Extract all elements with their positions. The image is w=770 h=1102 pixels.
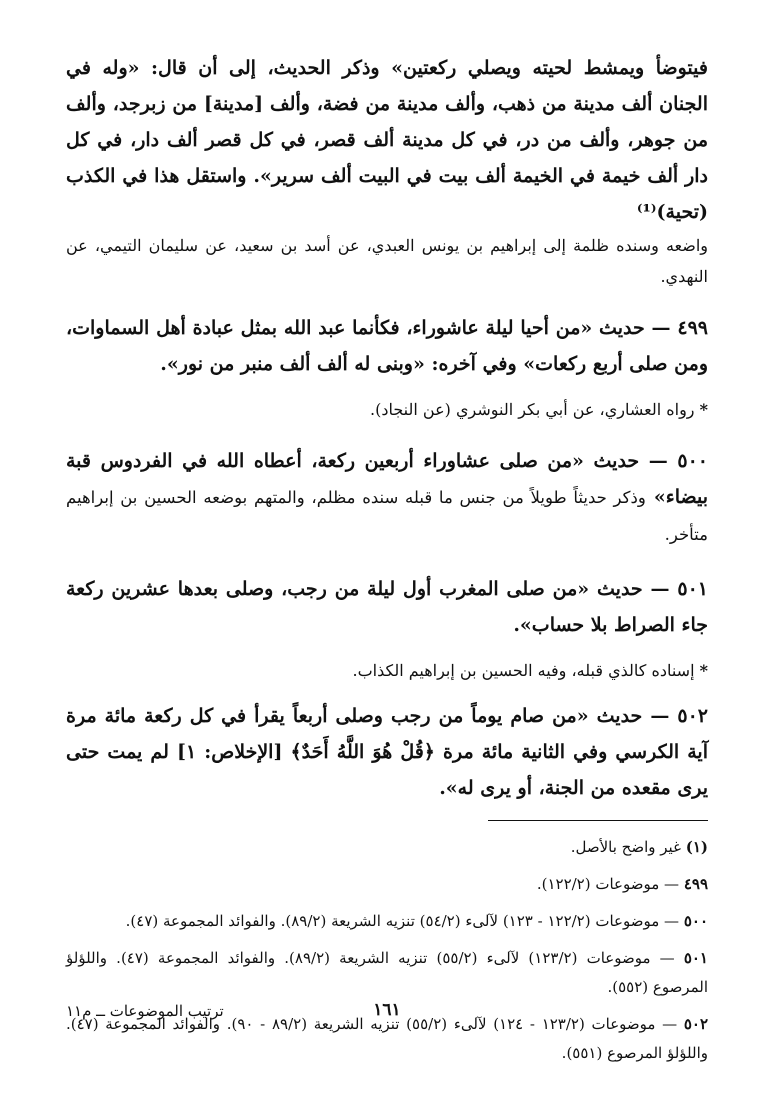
- hadith-text: — حديث «من صام يوماً من رجب وصلى أربعاً يقرأ في كل ركعة مائة مرة آية الكرسي وفي الثانية مائة مرة ﴿قُلْ هُوَ اللَّهُ أَحَدٌ﴾ [الإخلاص: ١] لم يمت حتى يرى مقعده من الجنة، أو يرى له».: [66, 705, 708, 799]
- hadith-number: ٤٩٩: [677, 317, 708, 339]
- intro-chain-text: واضعه وسنده ظلمة إلى إبراهيم بن يونس العبدي، عن أسد بن سعيد، عن سليمان التيمي، عن النهدي.: [66, 236, 708, 286]
- footnote: [66, 833, 708, 862]
- hadith-text: — حديث «من صلى عشاوراء أربعين ركعة، أعطاه الله في الفردوس قبة بيضاء»: [66, 450, 709, 508]
- footnote-text: — موضوعات (١٢٣/٢) لآلىء (٥٥/٢) تنزيه الشريعة (٨٩/٢). والفوائد المجموعة (٤٧). واللؤلؤ المرصوع (٥٥٢).: [66, 949, 708, 996]
- footnote-text: — موضوعات (١٢٢/٢).: [536, 875, 680, 893]
- footnote: [66, 907, 708, 936]
- footnote-ref: ٥٠٢: [683, 1015, 708, 1033]
- page-footer: [66, 1000, 708, 1030]
- footnote: [66, 944, 708, 1002]
- footnote-text: غير واضح بالأصل.: [570, 838, 681, 856]
- page-number: ١٦١: [373, 1000, 401, 1020]
- footnote-text: — موضوعات (١٢٣/٢ - ١٢٤) لآلىء (٥٥/٢) تنزيه الشريعة (٨٩/٢ - ٩٠). والفوائد المجموعة (٤٧). واللؤلؤ المرصوع (٥٥١).: [66, 1015, 708, 1062]
- hadith-501: [66, 571, 708, 686]
- footnote-ref: (١): [685, 838, 708, 856]
- note-star: *: [699, 400, 708, 419]
- running-title: ترتيب الموضوعات ــ م١١: [66, 1002, 224, 1020]
- hadith-502: [66, 698, 708, 806]
- footnote-ref: ٤٩٩: [683, 875, 708, 893]
- intro-text: فيتوضأ ويمشط لحيته ويصلي ركعتين» وذكر الحديث، إلى أن قال: «وله في الجنان ألف مدينة من ذهب، وألف مدينة من فضة، وألف [مدينة] من زبرجد، وألف من جوهر، وألف من در، في كل مدينة ألف قصر، في كل قصر ألف دار، في كل دار ألف خيمة في الخيمة ألف بيت في البيت ألف سرير». واستقل هذا في الكذب (تحية)⁽¹⁾: [66, 57, 708, 223]
- footnote-text: — موضوعات (١٢٢/٢ - ١٢٣) لآلىء (٥٤/٢) تنزيه الشريعة (٨٩/٢). والفوائد المجموعة (٤٧).: [125, 912, 680, 930]
- footnote-ref: ٥٠١: [683, 949, 708, 967]
- intro-paragraph: [66, 50, 708, 292]
- hadith-commentary: وذكر حديثاً طويلاً من جنس ما قبله سنده مظلم، والمتهم بوضعه الحسين بن إبراهيم متأخر.: [66, 488, 708, 544]
- footnote-ref: ٥٠٠: [683, 912, 708, 930]
- footnote-separator: [488, 820, 708, 821]
- footnote: [66, 870, 708, 899]
- hadith-number: ٥٠١: [677, 578, 708, 600]
- hadith-note: رواه العشاري، عن أبي بكر النوشري (عن النجاد).: [370, 400, 695, 419]
- hadith-number: ٥٠٠: [677, 450, 708, 472]
- hadith-500: [66, 443, 708, 553]
- hadith-text: — حديث «من أحيا ليلة عاشوراء، فكأنما عبد الله بمثل عبادة أهل السماوات، ومن صلى أربع ركعات» وفي آخره: «وبنى له ألف ألف منبر من نور».: [66, 317, 708, 375]
- note-star: *: [699, 661, 708, 680]
- hadith-text: — حديث «من صلى المغرب أول ليلة من رجب، وصلى بعدها عشرين ركعة جاء الصراط بلا حساب».: [66, 578, 708, 636]
- hadith-499: [66, 310, 708, 425]
- hadith-note: إسناده كالذي قبله، وفيه الحسين بن إبراهيم الكذاب.: [352, 661, 695, 680]
- hadith-number: ٥٠٢: [677, 705, 708, 727]
- footnotes: [66, 833, 708, 1068]
